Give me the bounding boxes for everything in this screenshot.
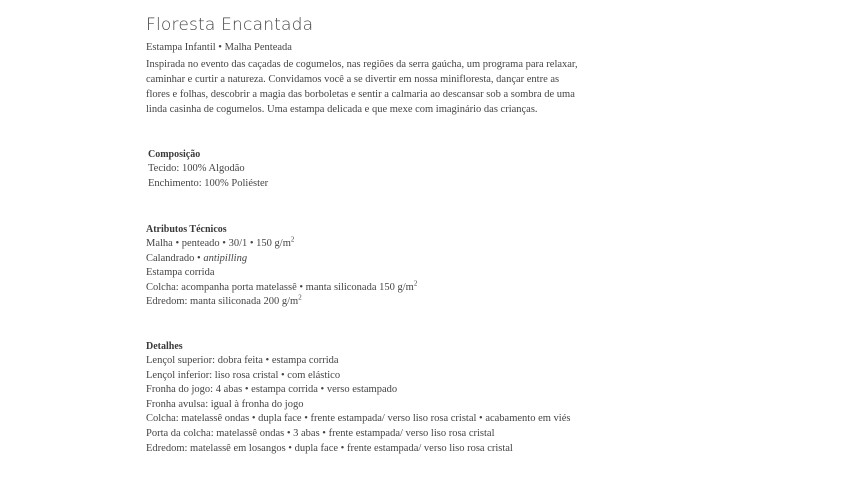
attribute-estampa: Estampa corrida (146, 267, 215, 279)
composition-item: Tecido: 100% Algodão (148, 163, 245, 174)
superscript: 2 (298, 293, 302, 302)
attribute-malha-text: Malha • penteado • 30/1 • 150 g/m (146, 238, 291, 249)
detail-item: Colcha: matelassê ondas • dupla face • frente estampada/ verso liso rosa cristal • acabamento em viés (146, 413, 571, 425)
detail-item: Fronha avulsa: igual à fronha do jogo (146, 398, 304, 410)
description-line: Inspirada no evento das caçadas de cogumelos, nas regiões da serra gaúcha, um programa para relaxar, (146, 59, 578, 70)
detail-item: Porta da colcha: matelassê ondas • 3 abas • frente estampada/ verso liso rosa cristal (146, 427, 495, 439)
attribute-colcha-text: Colcha: acompanha porta matelassê • manta siliconada 150 g/m (146, 281, 414, 293)
attribute-edredom (146, 295, 646, 310)
technical-attributes-heading: Atributos Técnicos (146, 224, 227, 235)
detail-item: Lençol superior: dobra feita • estampa corrida (146, 355, 339, 366)
detail-item: Lençol inferior: liso rosa cristal • com elástico (146, 369, 341, 381)
attribute-edredom-text: Edredom: manta siliconada 200 g/m (146, 296, 299, 308)
details-heading: Detalhes (146, 341, 183, 352)
detail-item: Edredom: matelassê em losangos • dupla face • frente estampada/ verso liso rosa cristal (146, 442, 513, 454)
details-section (146, 339, 646, 456)
composition-item: Enchimento: 100% Poliéster (148, 177, 269, 189)
detail-item: Fronha do jogo: 4 abas • estampa corrida • verso estampado (146, 384, 398, 396)
attribute-calandrado-italic: antipilling (203, 252, 248, 264)
superscript: 2 (290, 235, 295, 244)
attribute-calandrado-text: Calandrado • (146, 252, 204, 264)
description-line: caminhar e curtir a natureza. Convidamos você a se divertir em nossa minifloresta, dançar entre as (146, 74, 560, 85)
attribute-malha (146, 237, 646, 252)
attribute-calandrado (146, 252, 646, 267)
product-description (146, 57, 646, 117)
product-title: Floresta Encantada (146, 15, 314, 35)
composition-heading: Composição (148, 149, 201, 160)
description-line: linda casinha de cogumelos. Uma estampa delicada e que mexe com imaginário das crianças. (146, 104, 538, 115)
attribute-colcha (146, 281, 646, 296)
product-subtitle: Estampa Infantil • Malha Penteada (146, 42, 292, 53)
description-line: flores e folhas, descobrir a magia das borboletas e sentir a calmaria ao descansar sob a sombra de uma (146, 89, 575, 100)
superscript: 2 (413, 279, 418, 288)
technical-attributes-section (146, 222, 646, 310)
composition-section (146, 147, 646, 191)
